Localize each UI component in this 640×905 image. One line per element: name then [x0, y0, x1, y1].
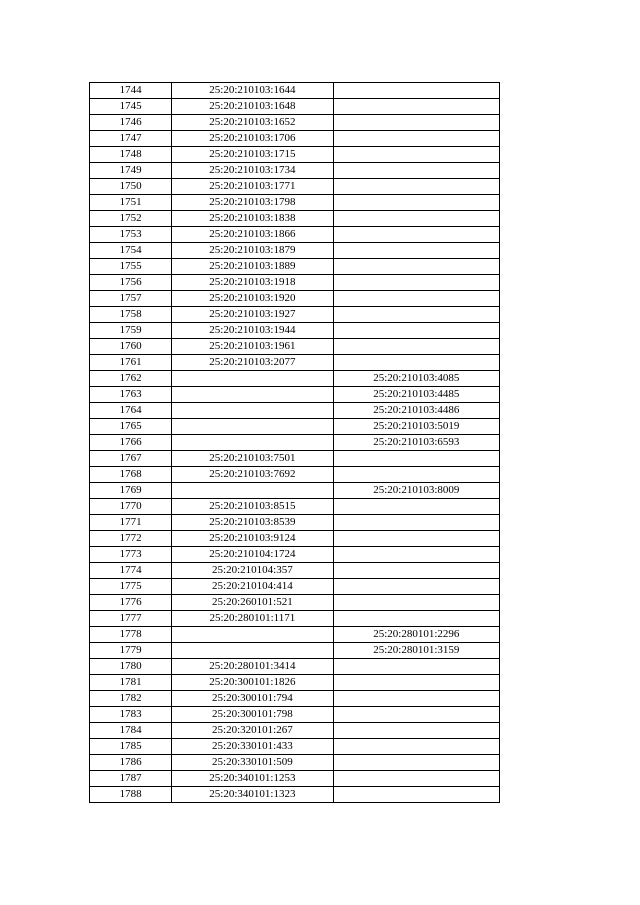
- row-number-cell: 1762: [90, 371, 172, 387]
- row-number-cell: 1781: [90, 675, 172, 691]
- cadastral-number-cell: [172, 627, 333, 643]
- cadastral-number-alt-cell: [333, 211, 499, 227]
- cadastral-number-alt-cell: [333, 467, 499, 483]
- table-row: [90, 515, 500, 531]
- cadastral-number-cell: 25:20:210103:9124: [172, 531, 333, 547]
- cadastral-number-alt-cell: [333, 99, 499, 115]
- row-number-cell: 1766: [90, 435, 172, 451]
- row-number-cell: 1759: [90, 323, 172, 339]
- cadastral-number-cell: 25:20:210103:1927: [172, 307, 333, 323]
- cadastral-number-cell: 25:20:210103:7692: [172, 467, 333, 483]
- cadastral-number-alt-cell: [333, 83, 499, 99]
- cadastral-number-alt-cell: [333, 147, 499, 163]
- cadastral-number-cell: 25:20:330101:509: [172, 755, 333, 771]
- table-row: [90, 243, 500, 259]
- table-row: [90, 435, 500, 451]
- table-row: [90, 531, 500, 547]
- cadastral-number-cell: 25:20:210104:1724: [172, 547, 333, 563]
- table-row: [90, 755, 500, 771]
- row-number-cell: 1751: [90, 195, 172, 211]
- row-number-cell: 1772: [90, 531, 172, 547]
- table-body: [90, 83, 500, 803]
- row-number-cell: 1779: [90, 643, 172, 659]
- cadastral-number-alt-cell: [333, 755, 499, 771]
- row-number-cell: 1754: [90, 243, 172, 259]
- table-row: [90, 595, 500, 611]
- cadastral-number-cell: 25:20:260101:521: [172, 595, 333, 611]
- table-row: [90, 323, 500, 339]
- row-number-cell: 1774: [90, 563, 172, 579]
- row-number-cell: 1787: [90, 771, 172, 787]
- table-row: [90, 227, 500, 243]
- cadastral-number-cell: 25:20:340101:1253: [172, 771, 333, 787]
- table-row: [90, 291, 500, 307]
- table-row: [90, 163, 500, 179]
- cadastral-number-alt-cell: [333, 547, 499, 563]
- row-number-cell: 1786: [90, 755, 172, 771]
- cadastral-number-alt-cell: [333, 307, 499, 323]
- row-number-cell: 1783: [90, 707, 172, 723]
- cadastral-number-cell: 25:20:210103:1715: [172, 147, 333, 163]
- cadastral-number-alt-cell: [333, 723, 499, 739]
- cadastral-number-cell: 25:20:300101:1826: [172, 675, 333, 691]
- cadastral-number-alt-cell: [333, 739, 499, 755]
- table-row: [90, 371, 500, 387]
- table-row: [90, 131, 500, 147]
- table-row: [90, 451, 500, 467]
- row-number-cell: 1755: [90, 259, 172, 275]
- cadastral-number-cell: 25:20:210103:1889: [172, 259, 333, 275]
- cadastral-number-alt-cell: [333, 355, 499, 371]
- cadastral-number-cell: [172, 643, 333, 659]
- row-number-cell: 1747: [90, 131, 172, 147]
- row-number-cell: 1764: [90, 403, 172, 419]
- cadastral-number-alt-cell: [333, 563, 499, 579]
- cadastral-number-alt-cell: [333, 291, 499, 307]
- cadastral-number-alt-cell: 25:20:210103:5019: [333, 419, 499, 435]
- cadastral-number-alt-cell: [333, 339, 499, 355]
- table-row: [90, 547, 500, 563]
- cadastral-number-alt-cell: 25:20:280101:2296: [333, 627, 499, 643]
- cadastral-table: [89, 82, 500, 803]
- table-row: [90, 627, 500, 643]
- row-number-cell: 1780: [90, 659, 172, 675]
- cadastral-number-cell: [172, 435, 333, 451]
- cadastral-number-alt-cell: 25:20:210103:4485: [333, 387, 499, 403]
- table-row: [90, 403, 500, 419]
- cadastral-number-alt-cell: 25:20:210103:8009: [333, 483, 499, 499]
- cadastral-number-alt-cell: [333, 163, 499, 179]
- cadastral-number-alt-cell: 25:20:280101:3159: [333, 643, 499, 659]
- cadastral-number-cell: [172, 403, 333, 419]
- row-number-cell: 1756: [90, 275, 172, 291]
- table-row: [90, 675, 500, 691]
- cadastral-number-alt-cell: [333, 275, 499, 291]
- cadastral-number-alt-cell: [333, 131, 499, 147]
- table-row: [90, 259, 500, 275]
- cadastral-number-alt-cell: [333, 611, 499, 627]
- cadastral-number-alt-cell: [333, 579, 499, 595]
- cadastral-number-cell: 25:20:210103:8539: [172, 515, 333, 531]
- cadastral-number-cell: 25:20:210103:1798: [172, 195, 333, 211]
- cadastral-number-alt-cell: [333, 323, 499, 339]
- table-row: [90, 419, 500, 435]
- table-row: [90, 83, 500, 99]
- row-number-cell: 1760: [90, 339, 172, 355]
- table-row: [90, 275, 500, 291]
- cadastral-number-cell: 25:20:210103:7501: [172, 451, 333, 467]
- row-number-cell: 1770: [90, 499, 172, 515]
- cadastral-number-cell: 25:20:320101:267: [172, 723, 333, 739]
- table-row: [90, 387, 500, 403]
- cadastral-number-cell: 25:20:210103:1879: [172, 243, 333, 259]
- table-row: [90, 787, 500, 803]
- cadastral-number-alt-cell: [333, 115, 499, 131]
- cadastral-number-alt-cell: [333, 499, 499, 515]
- cadastral-number-alt-cell: [333, 259, 499, 275]
- table-row: [90, 563, 500, 579]
- row-number-cell: 1775: [90, 579, 172, 595]
- cadastral-number-alt-cell: [333, 771, 499, 787]
- cadastral-number-cell: 25:20:210103:1961: [172, 339, 333, 355]
- cadastral-number-cell: 25:20:210103:2077: [172, 355, 333, 371]
- table-row: [90, 307, 500, 323]
- table-row: [90, 483, 500, 499]
- cadastral-number-cell: 25:20:210103:1920: [172, 291, 333, 307]
- cadastral-number-cell: [172, 371, 333, 387]
- cadastral-number-alt-cell: [333, 531, 499, 547]
- table-row: [90, 659, 500, 675]
- cadastral-number-cell: 25:20:210104:414: [172, 579, 333, 595]
- row-number-cell: 1769: [90, 483, 172, 499]
- row-number-cell: 1768: [90, 467, 172, 483]
- table-row: [90, 211, 500, 227]
- table-row: [90, 179, 500, 195]
- cadastral-number-alt-cell: [333, 195, 499, 211]
- table-row: [90, 499, 500, 515]
- cadastral-number-cell: 25:20:340101:1323: [172, 787, 333, 803]
- cadastral-number-cell: [172, 419, 333, 435]
- cadastral-number-alt-cell: [333, 659, 499, 675]
- cadastral-number-alt-cell: 25:20:210103:4085: [333, 371, 499, 387]
- row-number-cell: 1752: [90, 211, 172, 227]
- row-number-cell: 1761: [90, 355, 172, 371]
- row-number-cell: 1745: [90, 99, 172, 115]
- row-number-cell: 1776: [90, 595, 172, 611]
- row-number-cell: 1773: [90, 547, 172, 563]
- table-row: [90, 579, 500, 595]
- table-row: [90, 195, 500, 211]
- table-row: [90, 339, 500, 355]
- row-number-cell: 1750: [90, 179, 172, 195]
- cadastral-number-alt-cell: [333, 451, 499, 467]
- cadastral-number-alt-cell: [333, 691, 499, 707]
- row-number-cell: 1785: [90, 739, 172, 755]
- row-number-cell: 1777: [90, 611, 172, 627]
- row-number-cell: 1753: [90, 227, 172, 243]
- cadastral-number-alt-cell: [333, 227, 499, 243]
- cadastral-number-cell: 25:20:210104:357: [172, 563, 333, 579]
- cadastral-number-alt-cell: [333, 515, 499, 531]
- row-number-cell: 1767: [90, 451, 172, 467]
- row-number-cell: 1749: [90, 163, 172, 179]
- row-number-cell: 1778: [90, 627, 172, 643]
- row-number-cell: 1788: [90, 787, 172, 803]
- table-row: [90, 115, 500, 131]
- cadastral-number-cell: 25:20:210103:1918: [172, 275, 333, 291]
- row-number-cell: 1771: [90, 515, 172, 531]
- cadastral-number-alt-cell: [333, 595, 499, 611]
- cadastral-number-alt-cell: 25:20:210103:4486: [333, 403, 499, 419]
- cadastral-number-alt-cell: [333, 675, 499, 691]
- cadastral-number-cell: 25:20:210103:1838: [172, 211, 333, 227]
- table-row: [90, 691, 500, 707]
- cadastral-number-alt-cell: [333, 707, 499, 723]
- cadastral-number-cell: 25:20:330101:433: [172, 739, 333, 755]
- cadastral-number-cell: 25:20:280101:1171: [172, 611, 333, 627]
- table-row: [90, 707, 500, 723]
- cadastral-number-cell: 25:20:280101:3414: [172, 659, 333, 675]
- row-number-cell: 1765: [90, 419, 172, 435]
- cadastral-number-cell: [172, 387, 333, 403]
- cadastral-number-alt-cell: [333, 787, 499, 803]
- cadastral-number-alt-cell: 25:20:210103:6593: [333, 435, 499, 451]
- cadastral-number-cell: 25:20:210103:1652: [172, 115, 333, 131]
- cadastral-number-alt-cell: [333, 243, 499, 259]
- cadastral-number-cell: 25:20:300101:794: [172, 691, 333, 707]
- cadastral-number-cell: 25:20:210103:1644: [172, 83, 333, 99]
- row-number-cell: 1763: [90, 387, 172, 403]
- cadastral-number-alt-cell: [333, 179, 499, 195]
- table-row: [90, 611, 500, 627]
- table-row: [90, 643, 500, 659]
- row-number-cell: 1757: [90, 291, 172, 307]
- table-row: [90, 739, 500, 755]
- row-number-cell: 1782: [90, 691, 172, 707]
- cadastral-number-cell: 25:20:300101:798: [172, 707, 333, 723]
- cadastral-number-cell: 25:20:210103:1648: [172, 99, 333, 115]
- table-row: [90, 771, 500, 787]
- row-number-cell: 1784: [90, 723, 172, 739]
- cadastral-number-cell: 25:20:210103:1866: [172, 227, 333, 243]
- cadastral-number-cell: 25:20:210103:1734: [172, 163, 333, 179]
- cadastral-number-cell: 25:20:210103:8515: [172, 499, 333, 515]
- table-row: [90, 147, 500, 163]
- row-number-cell: 1744: [90, 83, 172, 99]
- cadastral-number-cell: 25:20:210103:1944: [172, 323, 333, 339]
- row-number-cell: 1746: [90, 115, 172, 131]
- row-number-cell: 1748: [90, 147, 172, 163]
- table-row: [90, 99, 500, 115]
- cadastral-number-cell: 25:20:210103:1706: [172, 131, 333, 147]
- cadastral-number-cell: 25:20:210103:1771: [172, 179, 333, 195]
- table-row: [90, 723, 500, 739]
- row-number-cell: 1758: [90, 307, 172, 323]
- table-row: [90, 355, 500, 371]
- cadastral-number-cell: [172, 483, 333, 499]
- table-row: [90, 467, 500, 483]
